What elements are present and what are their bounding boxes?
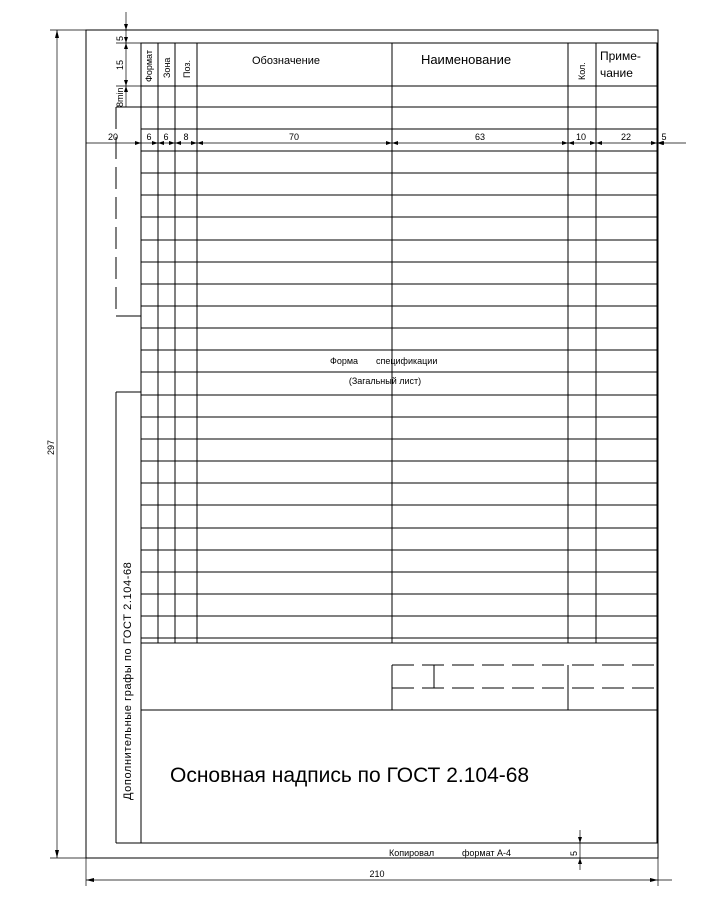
form-label: Форма [330,356,359,366]
dim-col-8: 8 [183,132,189,142]
dim-row-8min: 8min [115,87,125,107]
header-qty: Кол. [577,62,587,80]
header-designation: Обозначение [251,55,321,67]
header-note-line2: чание [600,66,633,80]
header-format: Формат [144,50,154,82]
dim-col-5: 5 [661,132,667,142]
dim-top-5: 5 [115,35,125,41]
side-note: Дополнительные графы по ГОСТ 2.104-68 [122,561,134,800]
column-lines [158,43,596,643]
dim-col-6b: 6 [163,132,169,142]
footer-copied: Копировал [389,848,435,858]
footer-format: формат А-4 [462,848,512,858]
header-zone: Зона [162,57,172,78]
dim-col-63: 63 [474,132,486,142]
dim-col-70: 70 [288,132,300,142]
dim-width-210: 210 [369,869,385,879]
bottom-margin-dimension [569,830,590,870]
title-block [141,665,657,710]
header-name: Наименование [420,52,512,67]
sheet-border [86,30,658,858]
dim-col-10: 10 [575,132,587,142]
row-dimensions [115,12,141,107]
height-dimension [46,30,86,858]
header-note-line1: Приме- [600,49,641,63]
dim-bottom-5: 5 [569,850,579,856]
dim-col-6a: 6 [146,132,152,142]
dim-col-22: 22 [620,132,632,142]
dim-col-20: 20 [107,132,119,142]
title-block-text: Основная надпись по ГОСТ 2.104-68 [170,764,530,787]
inner-frame [141,43,657,843]
dim-header-15: 15 [115,59,125,70]
header-pos: Поз. [182,60,192,78]
width-dimension [86,858,672,886]
sheet-label: (Загальный лист) [348,376,422,386]
spec-label: спецификации [376,356,438,366]
spec-grid-rows [141,151,657,643]
dim-height-297: 297 [46,439,56,455]
center-text [330,356,437,386]
